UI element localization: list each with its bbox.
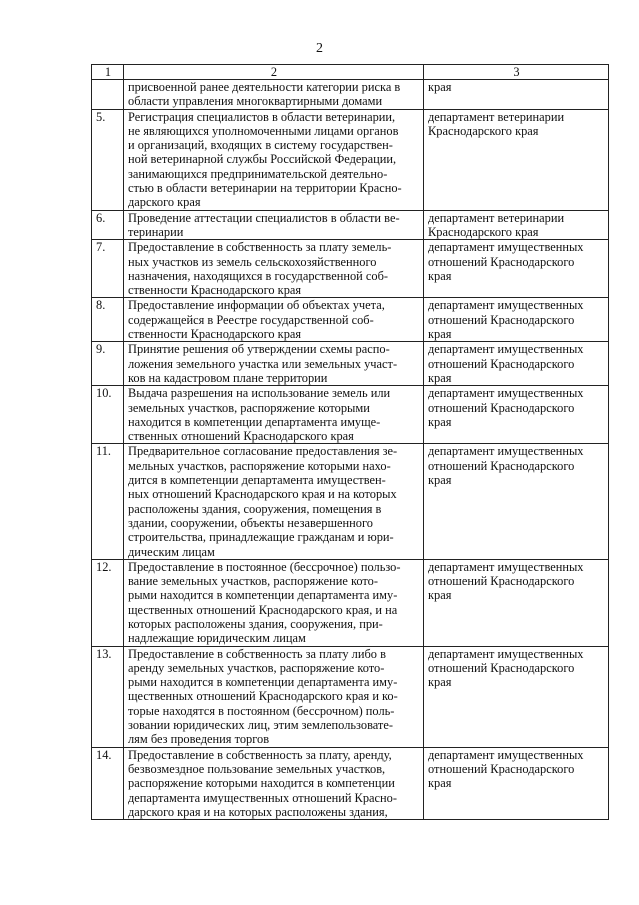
text-line: дарского края <box>128 195 201 210</box>
text-line: щественных отношений Краснодарского края, и на <box>128 602 398 617</box>
table-row <box>92 210 609 240</box>
text-line: отношений Краснодарского <box>428 400 575 415</box>
text-line: Краснодарского края <box>428 123 539 138</box>
table-row <box>92 109 609 210</box>
text-line: аренду земельных участков, распоряжение кото- <box>128 660 385 675</box>
text-line: ственных отношений Краснодарского края <box>128 429 354 444</box>
text-line: торые находятся в постоянном (бессрочном) поль- <box>128 703 395 718</box>
table-row <box>92 386 609 444</box>
responsible-department <box>424 298 609 342</box>
page-number: 2 <box>316 41 323 56</box>
service-description <box>124 80 424 110</box>
text-line: Предоставление в собственность за плату либо в <box>128 646 386 661</box>
text-line: Регистрация специалистов в области ветеринарии, <box>128 109 396 124</box>
text-line: края <box>428 588 452 603</box>
text-line: края <box>428 414 452 429</box>
text-line: отношений Краснодарского <box>428 356 575 371</box>
text-line: распоряжение которыми находится в компетенции <box>128 776 395 791</box>
text-line: стью в области ветеринарии на территории Красно- <box>128 181 402 196</box>
column-header: 1 <box>92 65 124 80</box>
service-description <box>124 386 424 444</box>
text-line: департамент имущественных <box>428 386 584 401</box>
service-description <box>124 298 424 342</box>
text-line: дическим лицам <box>128 544 215 559</box>
text-line: департамент имущественных <box>428 646 584 661</box>
text-line: департамент имущественных <box>428 559 584 574</box>
text-line: департамент имущественных <box>428 747 584 762</box>
service-description <box>124 240 424 298</box>
text-line: ных отношений Краснодарского края и на которых <box>128 487 397 502</box>
row-number: 7. <box>92 240 124 298</box>
services-table <box>91 64 609 820</box>
table-row <box>92 559 609 646</box>
text-line: здании, сооружении, объекты незавершенного <box>128 515 373 530</box>
responsible-department <box>424 559 609 646</box>
service-description <box>124 646 424 747</box>
service-description <box>124 444 424 559</box>
text-line: вание земельных участков, распоряжение кото- <box>128 574 379 589</box>
text-line: края <box>428 473 452 488</box>
text-line: рыми находится в компетенции департамента иму- <box>128 588 398 603</box>
text-line: надлежащие юридическим лицам <box>128 631 306 646</box>
text-line: края <box>428 268 452 283</box>
responsible-department <box>424 747 609 819</box>
row-number: 14. <box>92 747 124 819</box>
text-line: ков на кадастровом плане территории <box>128 370 328 385</box>
row-number: 11. <box>92 444 124 559</box>
text-line: занимающихся предпринимательской деятельно- <box>128 166 388 181</box>
text-line: земельных участков, распоряжение которыми <box>128 400 370 415</box>
text-line: ложения земельного участка или земельных участ- <box>128 356 398 371</box>
text-line: мельных участков, распоряжение которыми нахо- <box>128 458 391 473</box>
text-line: департамент имущественных <box>428 298 584 313</box>
responsible-department <box>424 444 609 559</box>
service-description <box>124 342 424 386</box>
text-line: департамент имущественных <box>428 240 584 255</box>
text-line: отношений Краснодарского <box>428 458 575 473</box>
text-line: строительства, принадлежащие гражданам и юри- <box>128 530 394 545</box>
text-line: края <box>428 327 452 342</box>
table-row <box>92 80 609 110</box>
service-description <box>124 210 424 240</box>
text-line: ных участков из земель сельскохозяйственного <box>128 254 377 269</box>
text-line: содержащейся в Реестре государственной соб- <box>128 312 374 327</box>
text-line: отношений Краснодарского <box>428 574 575 589</box>
text-line: Предварительное согласование предоставления зе- <box>128 444 398 459</box>
text-line: дарского края и на которых расположены здания, <box>128 804 388 819</box>
text-line: рыми находится в компетенции департамента иму- <box>128 675 398 690</box>
text-line: назначения, находящихся в государственной соб- <box>128 268 389 283</box>
table-row <box>92 240 609 298</box>
text-line: Принятие решения об утверждении схемы распо- <box>128 342 390 357</box>
text-line: края <box>428 80 452 94</box>
row-number: 9. <box>92 342 124 386</box>
table-row <box>92 646 609 747</box>
text-line: департамент имущественных <box>428 444 584 459</box>
responsible-department <box>424 386 609 444</box>
text-line: Краснодарского края <box>428 224 539 239</box>
service-description <box>124 109 424 210</box>
text-line: отношений Краснодарского <box>428 254 575 269</box>
text-line: ной ветеринарной службы Российской Федерации, <box>128 152 397 167</box>
row-number <box>92 80 124 110</box>
text-line: расположены здания, сооружения, помещения в <box>128 501 382 516</box>
responsible-department <box>424 240 609 298</box>
text-line: Предоставление в постоянное (бессрочное) пользо- <box>128 559 401 574</box>
responsible-department <box>424 80 609 110</box>
text-line: безвозмездное пользование земельных участков, <box>128 761 386 776</box>
responsible-department <box>424 646 609 747</box>
text-line: зовании юридических лиц, этим землепользовате- <box>128 718 393 733</box>
text-line: теринарии <box>128 224 184 239</box>
text-line: края <box>428 675 452 690</box>
text-line: Предоставление в собственность за плату, аренду, <box>128 747 392 762</box>
text-line: Предоставление в собственность за плату земель- <box>128 240 392 255</box>
column-header: 3 <box>424 65 609 80</box>
table-row <box>92 747 609 819</box>
row-number: 8. <box>92 298 124 342</box>
text-line: не являющихся уполномоченными лицами органов <box>128 123 399 138</box>
row-number: 5. <box>92 109 124 210</box>
text-line: края <box>428 370 452 385</box>
text-line: отношений Краснодарского <box>428 660 575 675</box>
row-number: 12. <box>92 559 124 646</box>
text-line: Выдача разрешения на использование земель или <box>128 386 391 401</box>
table-row <box>92 444 609 559</box>
text-line: Предоставление информации об объектах учета, <box>128 298 385 313</box>
text-line: и организаций, входящих в систему государствен- <box>128 138 393 153</box>
text-line: которых расположены здания, сооружения, при- <box>128 616 383 631</box>
column-header: 2 <box>124 65 424 80</box>
table-row <box>92 342 609 386</box>
text-line: ственности Краснодарского края <box>128 327 302 342</box>
responsible-department <box>424 109 609 210</box>
text-line: отношений Краснодарского <box>428 761 575 776</box>
row-number: 13. <box>92 646 124 747</box>
text-line: присвоенной ранее деятельности категории риска в <box>128 80 401 94</box>
text-line: края <box>428 776 452 791</box>
text-line: дится в компетенции департамента имуществен- <box>128 473 386 488</box>
service-description <box>124 747 424 819</box>
responsible-department <box>424 342 609 386</box>
text-line: отношений Краснодарского <box>428 312 575 327</box>
text-line: Проведение аттестации специалистов в области ве- <box>128 210 400 225</box>
text-line: ственности Краснодарского края <box>128 283 302 298</box>
text-line: департамент имущественных <box>428 342 584 357</box>
row-number: 10. <box>92 386 124 444</box>
service-description <box>124 559 424 646</box>
text-line: департамент ветеринарии <box>428 210 565 225</box>
text-line: лям без проведения торгов <box>128 732 270 747</box>
text-line: щественных отношений Краснодарского края и ко- <box>128 689 398 704</box>
text-line: находится в компетенции департамента имуще- <box>128 414 381 429</box>
table-header-row <box>92 65 609 80</box>
text-line: департамент ветеринарии <box>428 109 565 124</box>
text-line: департамента имущественных отношений Красно- <box>128 790 397 805</box>
row-number: 6. <box>92 210 124 240</box>
responsible-department <box>424 210 609 240</box>
table-row <box>92 298 609 342</box>
text-line: области управления многоквартирными домами <box>128 94 383 109</box>
